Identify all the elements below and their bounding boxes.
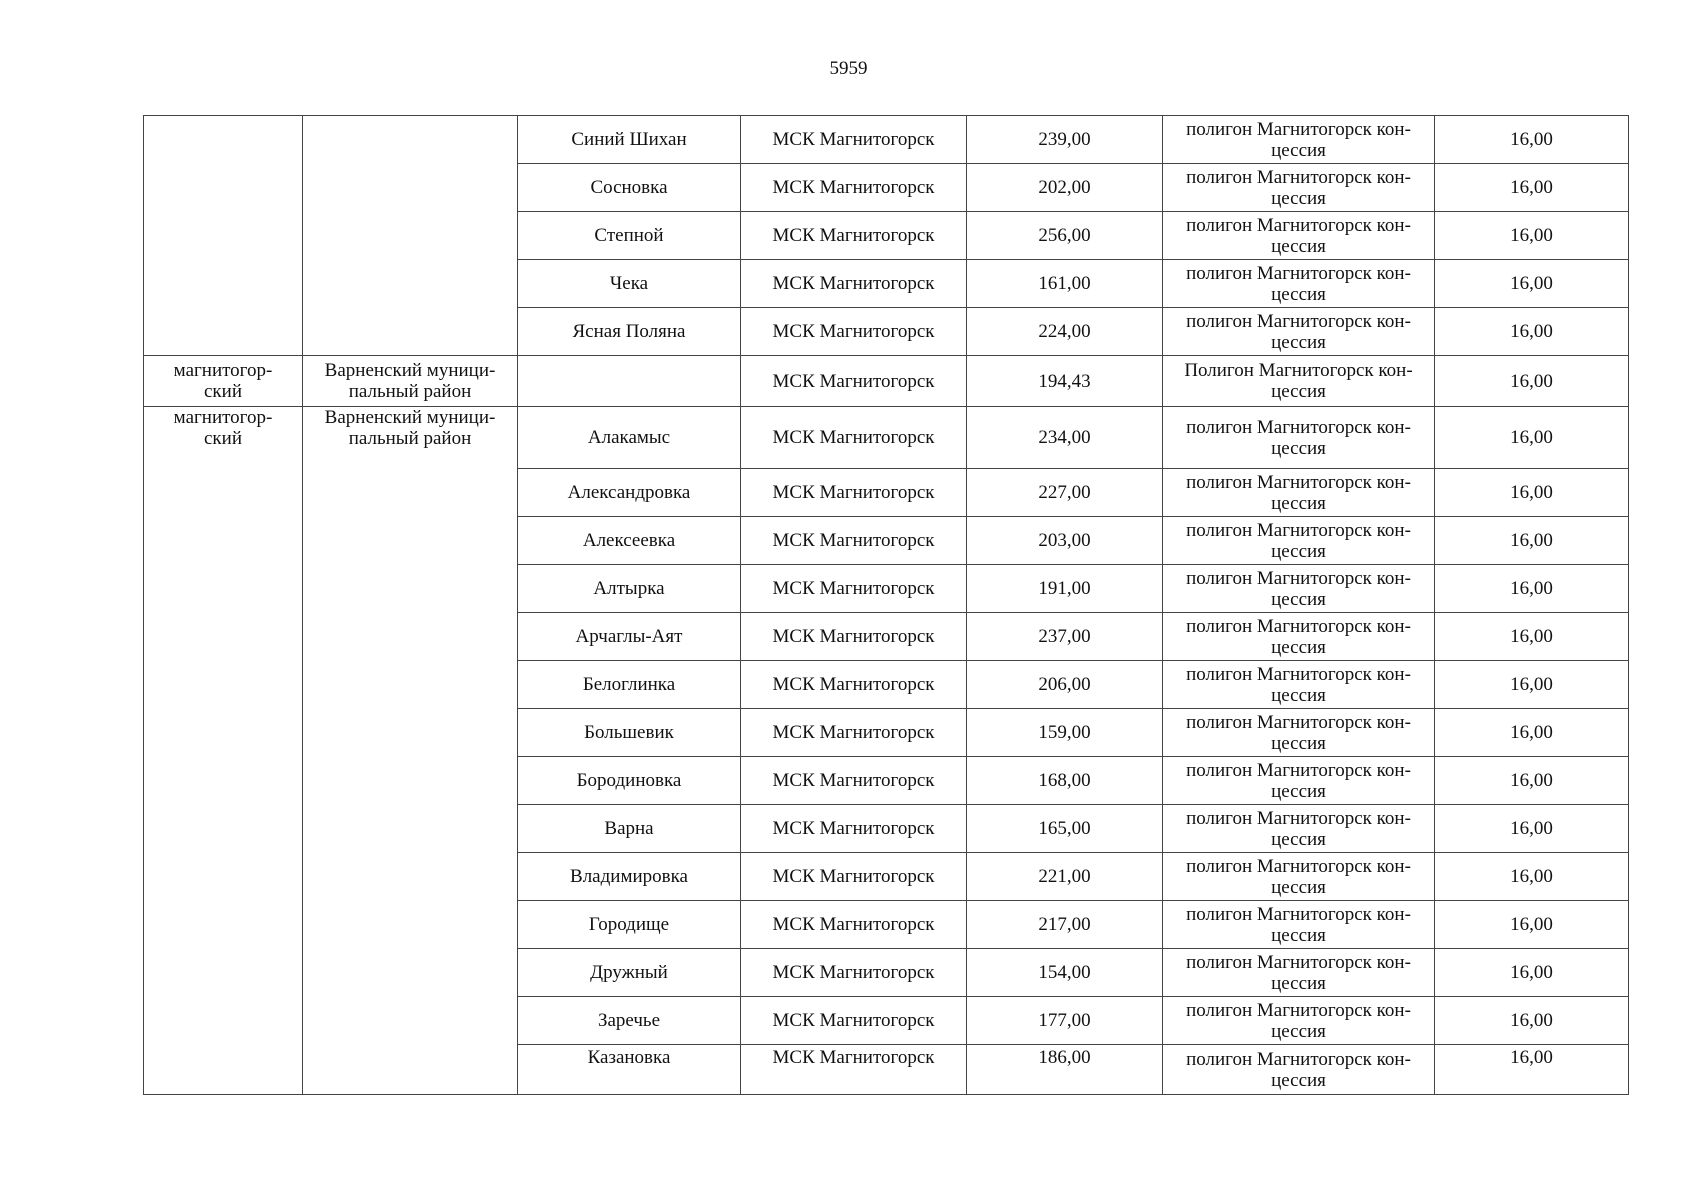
operator-cell: МСК Магнитогорск — [741, 805, 967, 853]
operator-cell: МСК Магнитогорск — [741, 661, 967, 709]
municipality-cell — [303, 116, 518, 356]
settlement-cell: Степной — [518, 212, 741, 260]
distance-cell: 159,00 — [967, 709, 1163, 757]
operator-cell: МСК Магнитогорск — [741, 212, 967, 260]
tariff-cell: 16,00 — [1435, 661, 1629, 709]
operator-cell: МСК Магнитогорск — [741, 853, 967, 901]
distance-cell: 161,00 — [967, 260, 1163, 308]
operator-cell: МСК Магнитогорск — [741, 308, 967, 356]
settlement-cell: Варна — [518, 805, 741, 853]
destination-cell: полигон Магнитогорск кон- цессия — [1163, 565, 1435, 613]
operator-cell: МСК Магнитогорск — [741, 901, 967, 949]
tariff-cell: 16,00 — [1435, 116, 1629, 164]
tariff-cell: 16,00 — [1435, 1045, 1629, 1095]
distance-cell: 224,00 — [967, 308, 1163, 356]
distance-cell: 168,00 — [967, 757, 1163, 805]
distance-cell: 256,00 — [967, 212, 1163, 260]
destination-cell: полигон Магнитогорск кон- цессия — [1163, 116, 1435, 164]
destination-cell: полигон Магнитогорск кон- цессия — [1163, 853, 1435, 901]
settlement-cell: Дружный — [518, 949, 741, 997]
distance-cell: 165,00 — [967, 805, 1163, 853]
destination-cell: полигон Магнитогорск кон- цессия — [1163, 805, 1435, 853]
destination-cell: полигон Магнитогорск кон- цессия — [1163, 709, 1435, 757]
tariff-cell: 16,00 — [1435, 407, 1629, 469]
settlement-cell: Большевик — [518, 709, 741, 757]
tariff-cell: 16,00 — [1435, 949, 1629, 997]
operator-cell: МСК Магнитогорск — [741, 469, 967, 517]
distance-cell: 177,00 — [967, 997, 1163, 1045]
distance-cell: 194,43 — [967, 356, 1163, 407]
destination-cell: Полигон Магнитогорск кон- цессия — [1163, 356, 1435, 407]
tariff-cell: 16,00 — [1435, 308, 1629, 356]
settlement-cell: Владимировка — [518, 853, 741, 901]
tariff-cell: 16,00 — [1435, 565, 1629, 613]
destination-cell: полигон Магнитогорск кон- цессия — [1163, 164, 1435, 212]
destination-cell: полигон Магнитогорск кон- цессия — [1163, 260, 1435, 308]
destination-cell: полигон Магнитогорск кон- цессия — [1163, 407, 1435, 469]
tariff-cell: 16,00 — [1435, 469, 1629, 517]
operator-cell: МСК Магнитогорск — [741, 260, 967, 308]
settlement-cell: Казановка — [518, 1045, 741, 1095]
distance-cell: 221,00 — [967, 853, 1163, 901]
distance-cell: 237,00 — [967, 613, 1163, 661]
operator-cell: МСК Магнитогорск — [741, 407, 967, 469]
tariff-cell: 16,00 — [1435, 212, 1629, 260]
operator-cell: МСК Магнитогорск — [741, 356, 967, 407]
table-row — [144, 116, 1629, 164]
settlement-cell: Бородиновка — [518, 757, 741, 805]
distance-cell: 217,00 — [967, 901, 1163, 949]
tariff-cell: 16,00 — [1435, 805, 1629, 853]
operator-cell: МСК Магнитогорск — [741, 116, 967, 164]
destination-cell: полигон Магнитогорск кон- цессия — [1163, 212, 1435, 260]
tariff-cell: 16,00 — [1435, 613, 1629, 661]
settlement-cell: Сосновка — [518, 164, 741, 212]
tariff-cell: 16,00 — [1435, 901, 1629, 949]
destination-cell: полигон Магнитогорск кон- цессия — [1163, 1045, 1435, 1095]
tariff-cell: 16,00 — [1435, 356, 1629, 407]
operator-cell: МСК Магнитогорск — [741, 709, 967, 757]
settlement-cell: Алакамыс — [518, 407, 741, 469]
destination-cell: полигон Магнитогорск кон- цессия — [1163, 469, 1435, 517]
operator-cell: МСК Магнитогорск — [741, 164, 967, 212]
operator-cell: МСК Магнитогорск — [741, 757, 967, 805]
settlement-cell — [518, 356, 741, 407]
settlement-cell: Алтырка — [518, 565, 741, 613]
municipality-cell: Варненский муници- пальный район — [303, 356, 518, 407]
settlement-cell: Арчаглы-Аят — [518, 613, 741, 661]
tariff-cell: 16,00 — [1435, 709, 1629, 757]
distance-cell: 227,00 — [967, 469, 1163, 517]
table-row — [144, 356, 1629, 407]
operator-cell: МСК Магнитогорск — [741, 517, 967, 565]
destination-cell: полигон Магнитогорск кон- цессия — [1163, 901, 1435, 949]
distance-cell: 186,00 — [967, 1045, 1163, 1095]
settlement-cell: Заречье — [518, 997, 741, 1045]
tariff-cell: 16,00 — [1435, 517, 1629, 565]
settlement-cell: Алексеевка — [518, 517, 741, 565]
tariff-cell: 16,00 — [1435, 997, 1629, 1045]
settlement-cell: Белоглинка — [518, 661, 741, 709]
tariff-cell: 16,00 — [1435, 260, 1629, 308]
destination-cell: полигон Магнитогорск кон- цессия — [1163, 997, 1435, 1045]
tariff-cell: 16,00 — [1435, 853, 1629, 901]
distance-cell: 203,00 — [967, 517, 1163, 565]
destination-cell: полигон Магнитогорск кон- цессия — [1163, 517, 1435, 565]
page-number: 5959 — [829, 58, 868, 79]
distance-cell: 234,00 — [967, 407, 1163, 469]
distance-cell: 154,00 — [967, 949, 1163, 997]
table-row — [144, 407, 1629, 469]
destination-cell: полигон Магнитогорск кон- цессия — [1163, 661, 1435, 709]
destination-cell: полигон Магнитогорск кон- цессия — [1163, 308, 1435, 356]
settlement-cell: Чека — [518, 260, 741, 308]
destination-cell: полигон Магнитогорск кон- цессия — [1163, 949, 1435, 997]
district-cell: магнитогор- ский — [144, 356, 303, 407]
destination-cell: полигон Магнитогорск кон- цессия — [1163, 757, 1435, 805]
distance-cell: 239,00 — [967, 116, 1163, 164]
district-cell: магнитогор- ский — [144, 407, 303, 1095]
settlement-cell: Ясная Поляна — [518, 308, 741, 356]
distance-cell: 202,00 — [967, 164, 1163, 212]
operator-cell: МСК Магнитогорск — [741, 613, 967, 661]
operator-cell: МСК Магнитогорск — [741, 949, 967, 997]
destination-cell: полигон Магнитогорск кон- цессия — [1163, 613, 1435, 661]
operator-cell: МСК Магнитогорск — [741, 1045, 967, 1095]
tariff-table — [143, 115, 1629, 1095]
distance-cell: 206,00 — [967, 661, 1163, 709]
municipality-cell: Варненский муници- пальный район — [303, 407, 518, 1095]
district-cell — [144, 116, 303, 356]
operator-cell: МСК Магнитогорск — [741, 565, 967, 613]
settlement-cell: Городище — [518, 901, 741, 949]
settlement-cell: Синий Шихан — [518, 116, 741, 164]
tariff-cell: 16,00 — [1435, 164, 1629, 212]
distance-cell: 191,00 — [967, 565, 1163, 613]
settlement-cell: Александровка — [518, 469, 741, 517]
tariff-cell: 16,00 — [1435, 757, 1629, 805]
operator-cell: МСК Магнитогорск — [741, 997, 967, 1045]
